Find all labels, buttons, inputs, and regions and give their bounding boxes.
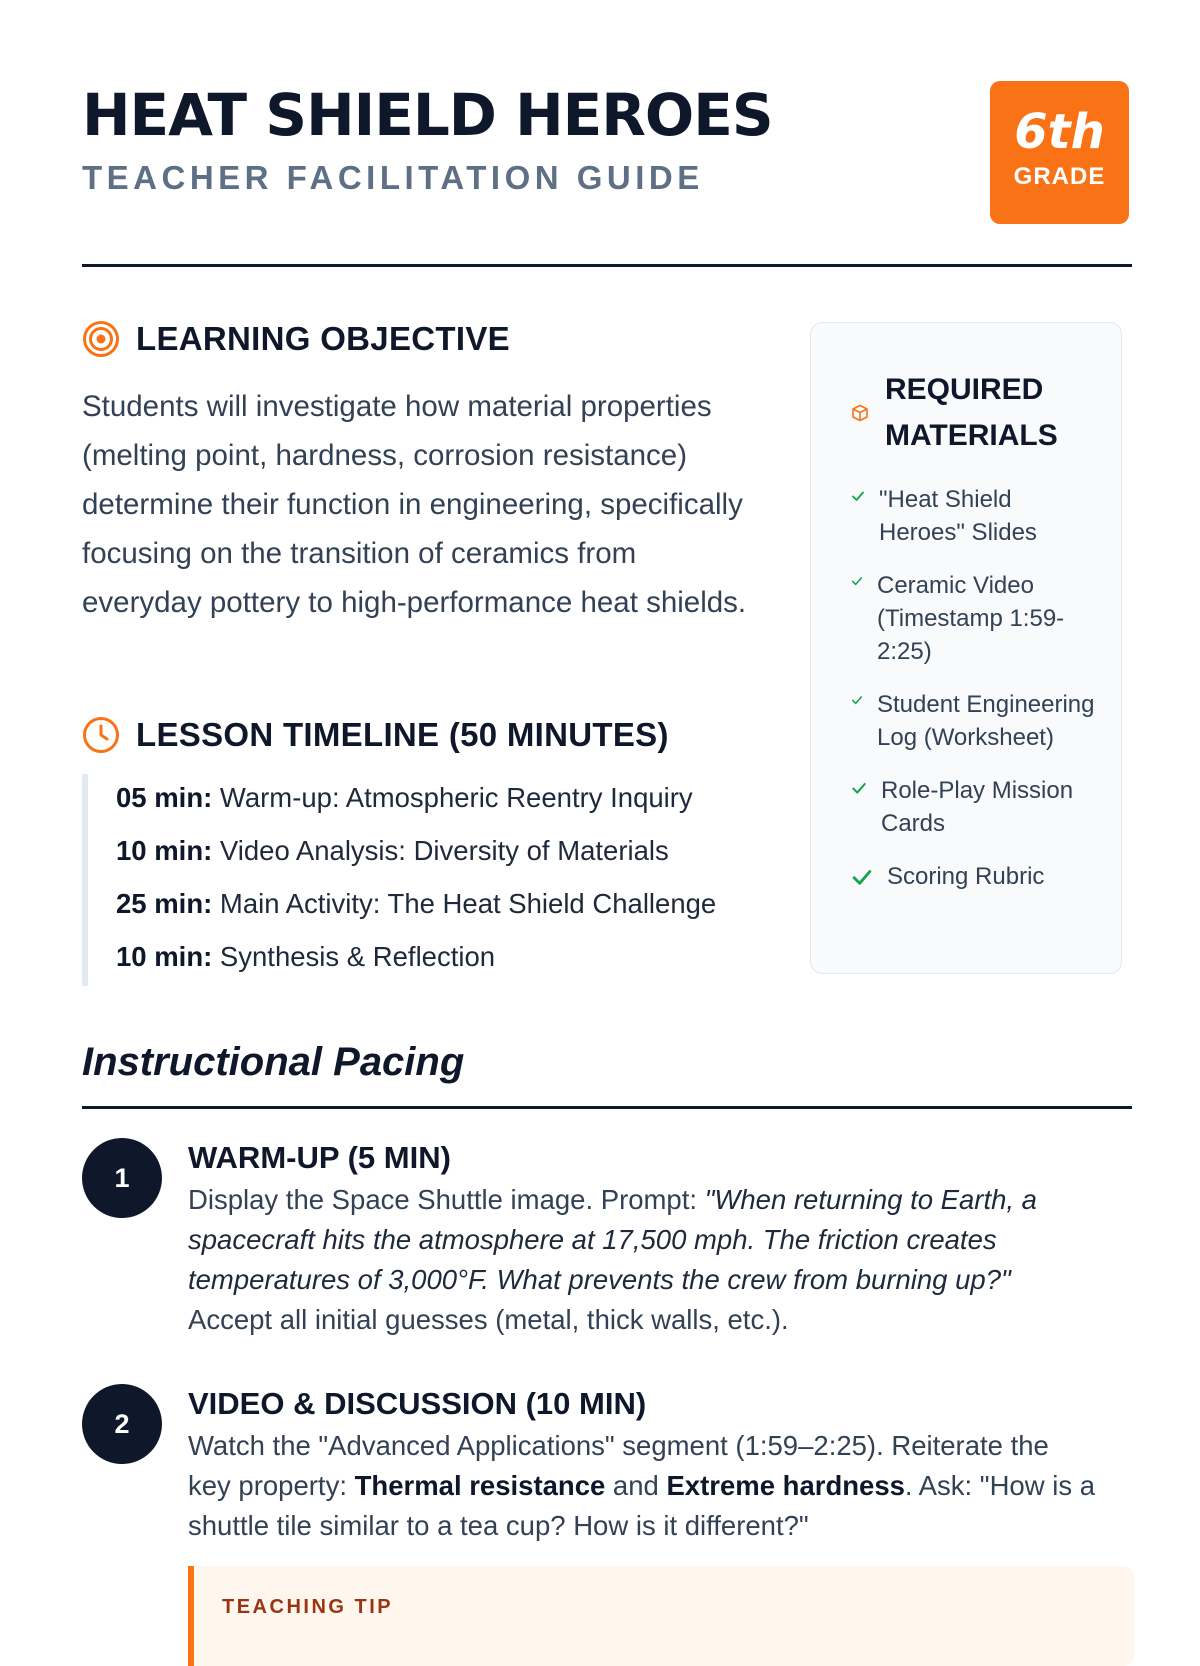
step-key-term: Thermal resistance [354, 1470, 606, 1501]
objective-heading-row [82, 320, 510, 358]
material-label: Role-Play Mission Cards [881, 777, 1074, 837]
check-icon [851, 694, 863, 706]
material-item [851, 688, 1101, 754]
step-number: 2 [82, 1384, 162, 1464]
page-title: HEAT SHIELD HEROES [82, 81, 773, 149]
grade-number: 6th [1014, 104, 1105, 160]
timeline-activity: Main Activity: The Heat Shield Challenge [219, 888, 717, 919]
timeline-time: 05 min: [116, 782, 213, 813]
teaching-tip-box [188, 1566, 1134, 1666]
materials-heading-row [851, 367, 1075, 459]
timeline-item [88, 933, 768, 986]
step-outro: Accept all initial guesses (metal, thick walls, etc.). [188, 1304, 789, 1335]
timeline-activity: Synthesis & Reflection [219, 941, 496, 972]
header-divider [82, 264, 1132, 267]
step-connector: and [605, 1470, 667, 1501]
materials-panel [810, 322, 1122, 974]
step-title: WARM-UP (5 MIN) [188, 1140, 451, 1175]
objective-heading: LEARNING OBJECTIVE [136, 320, 510, 357]
target-icon [82, 320, 120, 358]
timeline-item [88, 774, 768, 827]
pacing-divider [82, 1106, 1132, 1109]
timeline-time: 10 min: [116, 835, 213, 866]
material-label: Student Engineering Log (Worksheet) [877, 691, 1095, 751]
objective-text: Students will investigate how material properties (melting point, hardness, corrosion resistance) determine their function in engineering, specifically focusing on the transition of ceramics from everyday pottery to high-performance heat shields. [82, 390, 747, 619]
material-item [851, 774, 1101, 840]
materials-list [851, 483, 1101, 913]
step-text [188, 1180, 1098, 1340]
check-icon [851, 489, 865, 503]
timeline-item [88, 827, 768, 880]
box-icon [851, 404, 869, 422]
clock-icon [82, 716, 120, 754]
timeline-heading: LESSON TIMELINE (50 MINUTES) [136, 716, 669, 753]
timeline-activity: Video Analysis: Diversity of Materials [219, 835, 669, 866]
step-text [188, 1426, 1098, 1546]
check-icon [851, 866, 873, 888]
page-subtitle: TEACHER FACILITATION GUIDE [82, 159, 704, 196]
material-label: "Heat Shield Heroes" Slides [879, 486, 1037, 546]
timeline-heading-row [82, 716, 669, 754]
timeline-list [82, 774, 768, 986]
check-icon [851, 575, 863, 587]
step-title: VIDEO & DISCUSSION (10 MIN) [188, 1386, 647, 1421]
materials-heading: REQUIRED MATERIALS [885, 373, 1058, 452]
step-intro: Watch the "Advanced Applications" segment (1:59–2:25). Reiterate the key property: [188, 1430, 1049, 1501]
step-prompt-quote: "When returning to Earth, a spacecraft hits the atmosphere at 17,500 mph. The friction creates temperatures of 3,000°F. What prevents the crew from burning up?" [188, 1184, 1037, 1295]
grade-label: GRADE [1013, 163, 1106, 190]
grade-badge [990, 81, 1129, 224]
material-item [851, 569, 1101, 668]
step-number: 1 [82, 1138, 162, 1218]
material-label: Scoring Rubric [887, 863, 1045, 890]
timeline-time: 10 min: [116, 941, 213, 972]
guide-page [82, 0, 1132, 1618]
step-key-term: Extreme hardness [666, 1470, 905, 1501]
timeline-time: 25 min: [116, 888, 213, 919]
teaching-tip-label: TEACHING TIP [222, 1596, 394, 1618]
material-label: Ceramic Video (Timestamp 1:59-2:25) [877, 572, 1065, 665]
timeline-activity: Warm-up: Atmospheric Reentry Inquiry [219, 782, 693, 813]
step-intro: Display the Space Shuttle image. Prompt: [188, 1184, 705, 1215]
step-body [188, 1138, 1098, 1340]
pacing-heading: Instructional Pacing [82, 1040, 465, 1084]
step-outro: . Ask: "How is a shuttle tile similar to a tea cup? How is it different?" [188, 1470, 1096, 1541]
material-item [851, 860, 1101, 893]
step-body [188, 1384, 1098, 1618]
material-item [851, 483, 1101, 549]
timeline-item [88, 880, 768, 933]
check-icon [851, 780, 867, 796]
